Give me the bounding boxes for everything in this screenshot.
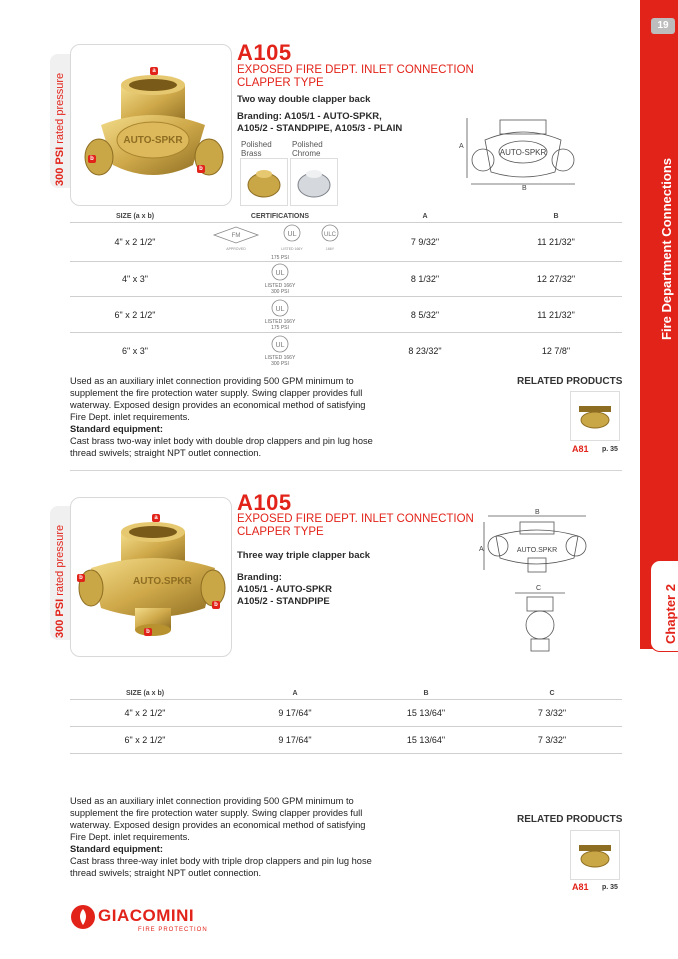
technical-drawing-three-way-side xyxy=(505,585,575,655)
model-number: A105 xyxy=(237,490,292,515)
spec-table xyxy=(70,210,622,369)
finish-label-chrome: Polished Chrome xyxy=(292,140,323,158)
table-row: 6" x 2 1/2" UL LISTED 166Y 175 PSI 8 5/32" 11 21/32" xyxy=(70,297,622,333)
svg-text:UL: UL xyxy=(275,341,285,349)
svg-text:APPROVED: APPROVED xyxy=(226,247,246,251)
dimension-c-label: C xyxy=(536,585,542,592)
dimension-b-label: B xyxy=(535,509,540,516)
technical-drawing-two-way xyxy=(455,110,595,195)
chapter-label: Chapter 2 xyxy=(663,584,678,644)
related-products-title: RELATED PRODUCTS xyxy=(517,814,623,825)
svg-text:LISTED 166Y: LISTED 166Y xyxy=(281,247,303,251)
col-b: B xyxy=(370,687,482,700)
related-products-title: RELATED PRODUCTS xyxy=(517,376,623,387)
standard-equipment-title: Standard equipment: xyxy=(70,844,163,854)
table-row: 4" x 2 1/2" FM APPROVED UL LISTED 166Y ULC 166Y 175 PSI 7 9/32" 11 21/32" xyxy=(70,223,622,262)
badge-b-bottom: b xyxy=(144,628,152,636)
giacomini-logo-icon xyxy=(70,904,96,930)
product-description: Used as an auxiliary inlet connection providing 500 GPM minimum to supplement the fire protection water supply. Swing clapper provides full waterway. Exposed design provides an economical method of satisfying Fire Dept. inlet requirements. Standard equipment: Cast brass three-way inlet body with triple drop clappers and pin lug hose thread swivels; straight NPT outlet connection. xyxy=(70,795,400,879)
col-size: SIZE (a x b) xyxy=(70,687,220,700)
related-product-image[interactable] xyxy=(570,830,620,880)
clapper-type: Two way double clapper back xyxy=(237,94,371,105)
col-a: A xyxy=(360,210,490,223)
dimension-b-label: B xyxy=(522,185,527,192)
drawing-casting-text: AUTO.SPKR xyxy=(516,547,558,554)
ul-logo xyxy=(270,299,290,317)
brand-tagline: FIRE PROTECTION xyxy=(138,927,208,933)
col-a: A xyxy=(220,687,370,700)
col-b: B xyxy=(490,210,622,223)
svg-text:ULC: ULC xyxy=(323,232,337,238)
branding: Branding: A105/1 - AUTO-SPKR A105/2 - STANDPIPE xyxy=(237,572,333,607)
drawing-casting-text: AUTO-SPKR xyxy=(499,148,547,157)
branding: Branding: A105/1 - AUTO-SPKR, A105/2 - STANDPIPE, A105/3 - PLAIN xyxy=(237,111,403,134)
dimension-a-label: A xyxy=(459,143,464,150)
related-product-page: p. 35 xyxy=(602,446,618,453)
standard-equipment-title: Standard equipment: xyxy=(70,424,163,434)
related-product-code[interactable]: A81 xyxy=(572,882,589,892)
finish-swatch-brass[interactable] xyxy=(240,158,288,206)
col-size: SIZE (a x b) xyxy=(70,210,200,223)
spec-table xyxy=(70,687,622,754)
col-certifications: CERTIFICATIONS xyxy=(200,210,360,223)
product-description: Used as an auxiliary inlet connection providing 500 GPM minimum to supplement the fire protection water supply. Swing clapper provides full waterway. Exposed design provides an economical method of satisfying Fire Dept. inlet requirements. Standard equipment: Cast brass two-way inlet body with double drop clappers and pin lug hose thread swivels; straight NPT outlet connection. xyxy=(70,375,400,459)
ul-logo xyxy=(270,335,290,353)
badge-b-left: b xyxy=(77,574,85,582)
casting-text: AUTO.SPKR xyxy=(133,576,192,587)
page-number: 19 xyxy=(651,18,675,34)
svg-text:UL: UL xyxy=(275,305,285,313)
related-product-code[interactable]: A81 xyxy=(572,444,589,454)
badge-b-right: b xyxy=(197,165,205,173)
related-product-image[interactable] xyxy=(570,391,620,441)
dimension-a-label: A xyxy=(479,546,484,553)
finish-label-brass: Polished Brass xyxy=(241,140,272,158)
svg-text:UL: UL xyxy=(275,270,285,277)
table-row: 4" x 2 1/2" 9 17/64" 15 13/64" 7 3/32" xyxy=(70,700,622,727)
chapter-title: Fire Department Connections xyxy=(659,157,674,340)
badge-b-left: b xyxy=(88,155,96,163)
svg-text:166Y: 166Y xyxy=(325,247,335,251)
table-row: 6" x 3" UL LISTED 166Y 300 PSI 8 23/32" 12 7/8" xyxy=(70,333,622,369)
finish-swatch-chrome[interactable] xyxy=(290,158,338,206)
badge-a: a xyxy=(152,514,160,522)
col-c: C xyxy=(482,687,622,700)
table-row: 6" x 2 1/2" 9 17/64" 15 13/64" 7 3/32" xyxy=(70,727,622,754)
product-title: EXPOSED FIRE DEPT. INLET CONNECTION CLAPPER TYPE xyxy=(237,64,474,89)
ul-logo xyxy=(270,263,290,281)
badge-b-right: b xyxy=(212,601,220,609)
table-row: 4" x 3" UL LISTED 166Y 300 PSI 8 1/32" 12 27/32" xyxy=(70,262,622,297)
product-title: EXPOSED FIRE DEPT. INLET CONNECTION CLAPPER TYPE xyxy=(237,513,474,538)
pressure-label: 300 PSI rated pressure xyxy=(54,524,66,638)
technical-drawing-three-way-front xyxy=(478,508,598,578)
badge-a: a xyxy=(150,67,158,75)
casting-text: AUTO-SPKR xyxy=(123,135,183,146)
pressure-label: 300 PSI rated pressure xyxy=(54,72,66,186)
model-number: A105 xyxy=(237,40,292,65)
section-divider xyxy=(70,470,622,471)
svg-text:FM: FM xyxy=(231,233,241,239)
related-product-page: p. 35 xyxy=(602,884,618,891)
svg-text:UL: UL xyxy=(287,231,297,238)
clapper-type: Three way triple clapper back xyxy=(237,550,371,561)
certification-logos xyxy=(210,223,350,253)
brand-logo: GIACOMINI xyxy=(98,906,195,925)
